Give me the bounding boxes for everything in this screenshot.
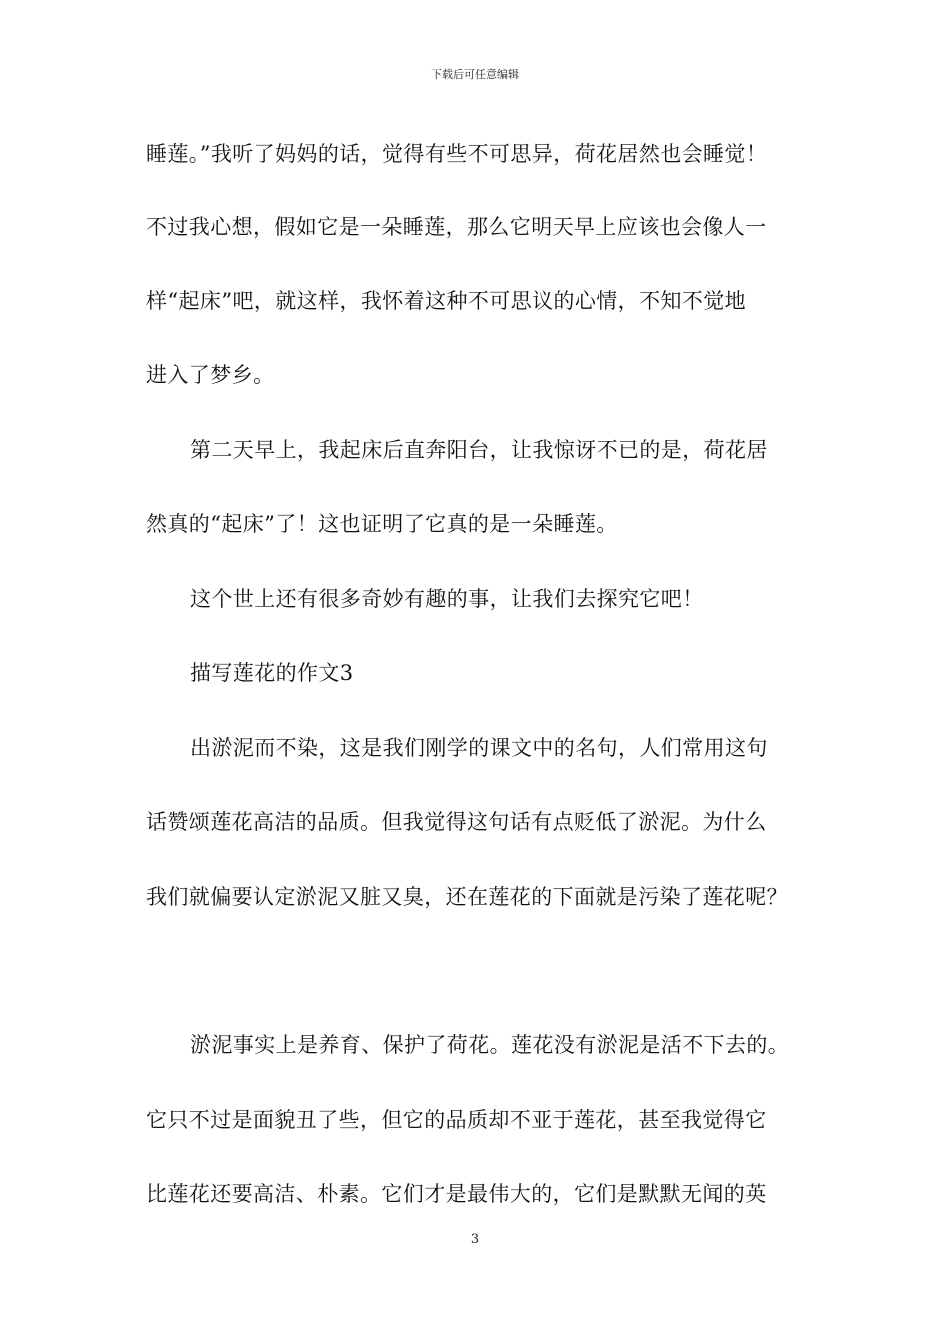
text-line: 这个世上还有很多奇妙有趣的事，让我们去探究它吧！ [190,587,704,611]
text-line: 样“起床”吧，就这样，我怀着这种不可思议的心情，不知不觉地 [146,289,747,313]
section-title: 描写莲花的作文3 [190,661,354,685]
text-line: 它只不过是面貌丑了些，但它的品质却不亚于莲花，甚至我觉得它 [146,1108,767,1132]
page-header: 下载后可任意编辑 [431,68,519,81]
text-line: 比莲花还要高洁、朴素。它们才是最伟大的，它们是默默无闻的英 [146,1182,767,1206]
text-line: 第二天早上，我起床后直奔阳台，让我惊讶不已的是，荷花居 [190,438,768,462]
text-line: 淤泥事实上是养育、保护了荷花。莲花没有淤泥是活不下去的。 [190,1033,790,1057]
page-number: 3 [470,1232,480,1247]
text-line: 话赞颂莲花高洁的品质。但我觉得这句话有点贬低了淤泥。为什么 [146,810,767,834]
text-line: 不过我心想，假如它是一朵睡莲，那么它明天早上应该也会像人一 [146,215,767,239]
text-line: 睡莲。”我听了妈妈的话，觉得有些不可思异，荷花居然也会睡觉！ [146,142,768,166]
text-line: 然真的“起床”了！这也证明了它真的是一朵睡莲。 [146,512,618,536]
text-line: 出淤泥而不染，这是我们刚学的课文中的名句，人们常用这句 [190,736,768,760]
text-line: 我们就偏要认定淤泥又脏又臭，还在莲花的下面就是污染了莲花呢？ [146,885,788,909]
text-line: 进入了梦乡。 [146,363,275,387]
